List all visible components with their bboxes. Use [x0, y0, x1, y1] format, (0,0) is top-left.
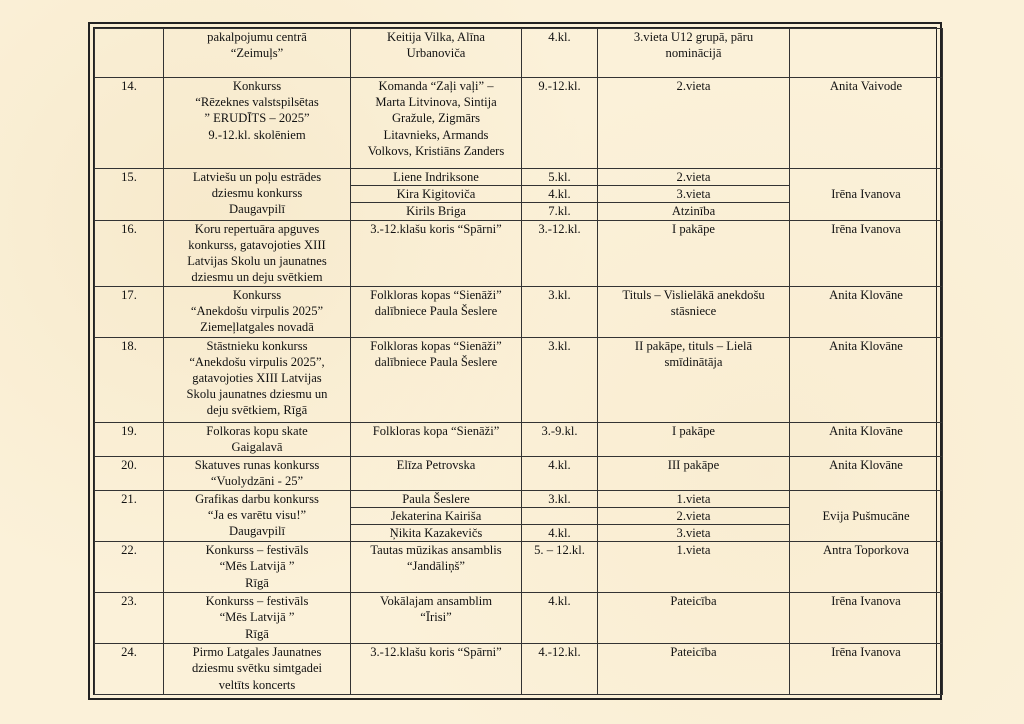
- result-cell: 2.vieta: [598, 78, 790, 169]
- participant-cell: Folkloras kopas “Sienāži” dalībniece Paula Šeslere: [351, 286, 522, 337]
- teacher-cell: Irēna Ivanova: [790, 220, 943, 286]
- class-cell: 4.kl.: [522, 593, 598, 644]
- teacher-cell: Anita Klovāne: [790, 337, 943, 422]
- participant-cell: Keitija Vilka, Alīna Urbanoviča: [351, 29, 522, 78]
- class-cell: 3.kl.: [522, 490, 598, 507]
- participant-cell: Ņikita Kazakevičs: [351, 525, 522, 542]
- result-cell: II pakāpe, tituls – Lielā smīdinātāja: [598, 337, 790, 422]
- class-cell: 7.kl.: [522, 203, 598, 220]
- result-cell: Pateicība: [598, 593, 790, 644]
- table-row: [95, 337, 943, 422]
- event-cell: pakalpojumu centrā “Zeimuļs”: [164, 29, 351, 78]
- teacher-cell: Evija Pušmucāne: [790, 490, 943, 542]
- table-row: [95, 286, 943, 337]
- class-cell: 9.-12.kl.: [522, 78, 598, 169]
- table-body: [95, 29, 943, 695]
- row-number: 14.: [95, 78, 164, 169]
- participant-cell: Kira Kigitoviča: [351, 186, 522, 203]
- class-cell: 3.-9.kl.: [522, 422, 598, 456]
- participant-cell: Paula Šeslere: [351, 490, 522, 507]
- result-cell: III pakāpe: [598, 456, 790, 490]
- table-row: [95, 593, 943, 644]
- class-cell: 3.-12.kl.: [522, 220, 598, 286]
- result-cell: 1.vieta: [598, 490, 790, 507]
- table-row: [95, 490, 943, 507]
- result-cell: I pakāpe: [598, 220, 790, 286]
- teacher-cell: Antra Toporkova: [790, 542, 943, 593]
- row-number: 16.: [95, 220, 164, 286]
- teacher-cell: Irēna Ivanova: [790, 644, 943, 695]
- participant-cell: Elīza Petrovska: [351, 456, 522, 490]
- result-cell: I pakāpe: [598, 422, 790, 456]
- event-cell: Koru repertuāra apguves konkurss, gatavojoties XIII Latvijas Skolu un jaunatnes dziesmu un deju svētkiem: [164, 220, 351, 286]
- table-row: [95, 169, 943, 186]
- event-cell: Skatuves runas konkurss “Vuolydzāni - 25”: [164, 456, 351, 490]
- teacher-cell: [790, 29, 943, 78]
- result-cell: Tituls – Vislielākā anekdošu stāsniece: [598, 286, 790, 337]
- row-number: 24.: [95, 644, 164, 695]
- event-cell: Konkurss “Rēzeknes valstspilsētas ” ERUDĪTS – 2025” 9.-12.kl. skolēniem: [164, 78, 351, 169]
- participant-cell: Komanda “Zaļi vaļi” – Marta Litvinova, Sintija Gražule, Zigmārs Litavnieks, Armands Volkovs, Kristiāns Zanders: [351, 78, 522, 169]
- table-row: [95, 542, 943, 593]
- row-number: 15.: [95, 169, 164, 221]
- teacher-cell: Anita Vaivode: [790, 78, 943, 169]
- event-cell: Konkurss – festivāls “Mēs Latvijā ” Rīgā: [164, 593, 351, 644]
- event-cell: Stāstnieku konkurss “Anekdošu virpulis 2025”, gatavojoties XIII Latvijas Skolu jaunatnes dziesmu un deju svētkiem, Rīgā: [164, 337, 351, 422]
- result-cell: 1.vieta: [598, 542, 790, 593]
- participant-cell: 3.-12.klašu koris “Spārni”: [351, 644, 522, 695]
- teacher-cell: Anita Klovāne: [790, 456, 943, 490]
- row-number: 22.: [95, 542, 164, 593]
- row-number: 18.: [95, 337, 164, 422]
- result-cell: Atzinība: [598, 203, 790, 220]
- result-cell: Pateicība: [598, 644, 790, 695]
- row-number: 21.: [95, 490, 164, 542]
- row-number: 17.: [95, 286, 164, 337]
- result-cell: 2.vieta: [598, 507, 790, 524]
- class-cell: 4.kl.: [522, 29, 598, 78]
- class-cell: 4.kl.: [522, 186, 598, 203]
- participant-cell: Folkloras kopas “Sienāži” dalībniece Paula Šeslere: [351, 337, 522, 422]
- row-number: 19.: [95, 422, 164, 456]
- row-number: [95, 29, 164, 78]
- event-cell: Latviešu un poļu estrādes dziesmu konkurss Daugavpilī: [164, 169, 351, 221]
- teacher-cell: Anita Klovāne: [790, 422, 943, 456]
- row-number: 23.: [95, 593, 164, 644]
- class-cell: 3.kl.: [522, 337, 598, 422]
- event-cell: Grafikas darbu konkurss “Ja es varētu visu!” Daugavpilī: [164, 490, 351, 542]
- event-cell: Konkurss – festivāls “Mēs Latvijā ” Rīgā: [164, 542, 351, 593]
- teacher-cell: Irēna Ivanova: [790, 593, 943, 644]
- participant-cell: Folkloras kopa “Sienāži”: [351, 422, 522, 456]
- result-cell: 3.vieta: [598, 186, 790, 203]
- table-row: [95, 422, 943, 456]
- class-cell: 3.kl.: [522, 286, 598, 337]
- result-cell: 2.vieta: [598, 169, 790, 186]
- row-number: 20.: [95, 456, 164, 490]
- participant-cell: 3.-12.klašu koris “Spārni”: [351, 220, 522, 286]
- teacher-cell: Anita Klovāne: [790, 286, 943, 337]
- participant-cell: Kirils Briga: [351, 203, 522, 220]
- result-cell: 3.vieta U12 grupā, pāru nominācijā: [598, 29, 790, 78]
- result-cell: 3.vieta: [598, 525, 790, 542]
- teacher-cell: Irēna Ivanova: [790, 169, 943, 221]
- class-cell: 4.kl.: [522, 456, 598, 490]
- results-table: [94, 28, 943, 695]
- event-cell: Pirmo Latgales Jaunatnes dziesmu svētku simtgadei veltīts koncerts: [164, 644, 351, 695]
- class-cell: 5. – 12.kl.: [522, 542, 598, 593]
- table-row: [95, 220, 943, 286]
- class-cell: 4.kl.: [522, 525, 598, 542]
- class-cell: [522, 507, 598, 524]
- event-cell: Folkoras kopu skate Gaigalavā: [164, 422, 351, 456]
- event-cell: Konkurss “Anekdošu virpulis 2025” Ziemeļlatgales novadā: [164, 286, 351, 337]
- participant-cell: Jekaterina Kairiša: [351, 507, 522, 524]
- participant-cell: Tautas mūzikas ansamblis “Jandāliņš”: [351, 542, 522, 593]
- participant-cell: Liene Indriksone: [351, 169, 522, 186]
- page-frame: [88, 22, 942, 700]
- class-cell: 5.kl.: [522, 169, 598, 186]
- participant-cell: Vokālajam ansamblim “Īrisi”: [351, 593, 522, 644]
- table-row: [95, 78, 943, 169]
- class-cell: 4.-12.kl.: [522, 644, 598, 695]
- table-row: [95, 644, 943, 695]
- table-row: [95, 29, 943, 78]
- inner-frame: [93, 27, 937, 695]
- table-row: [95, 456, 943, 490]
